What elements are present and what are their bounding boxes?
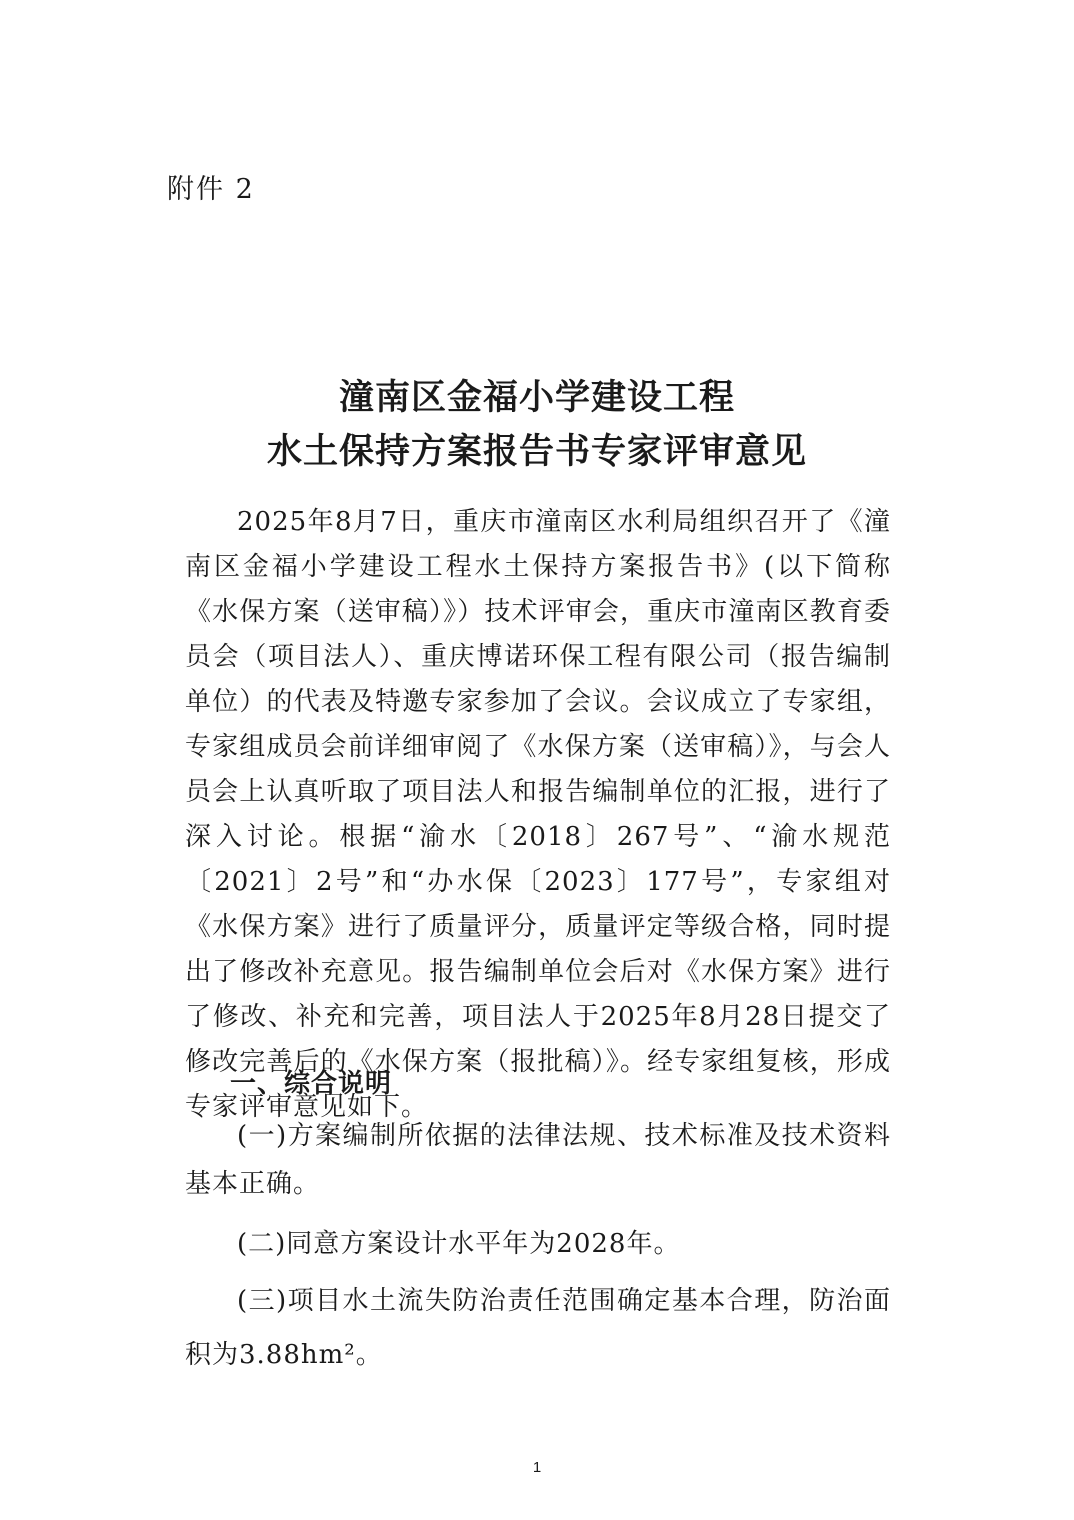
document-title-line-1: 潼南区金福小学建设工程 [338,377,735,418]
list-item-2: (二)同意方案设计水平年为2028年。 [237,1229,681,1259]
section-heading-general: 一、综合说明 [230,1069,393,1099]
list-item-3: (三)项目水土流失防治责任范围确定基本合理，防治面积为3.88hm²。 [185,1286,891,1370]
attachment-label: 附件 2 [167,174,255,205]
page-number: 1 [532,1459,542,1476]
intro-paragraph: 2025年8月7日，重庆市潼南区水利局组织召开了《潼南区金福小学建设工程水土保持方案报告书》(以下简称《水保方案（送审稿）》）技术评审会，重庆市潼南区教育委员会（项目法人）、重庆博诺环保工程有限公司（报告编制单位）的代表及特邀专家参加了会议。会议成立了专家组，专家组成员会前详细审阅了《水保方案（送审稿）》，与会人员会上认真听取了项目法人和报告编制单位的汇报，进行了深入讨论。根据“渝水〔2018〕267号”、“渝水规范〔2021〕2号”和“办水保〔2023〕177号”，专家组对《水保方案》进行了质量评分，质量评定等级合格，同时提出了修改补充意见。报告编制单位会后对《水保方案》进行了修改、补充和完善，项目法人于2025年8月28日提交了修改完善后的《水保方案（报批稿）》。经专家组复核，形成专家评审意见如下。 [185,507,891,1122]
list-item-1: (一)方案编制所依据的法律法规、技术标准及技术资料基本正确。 [185,1121,891,1199]
document-title-line-2: 水土保持方案报告书专家评审意见 [266,431,807,472]
